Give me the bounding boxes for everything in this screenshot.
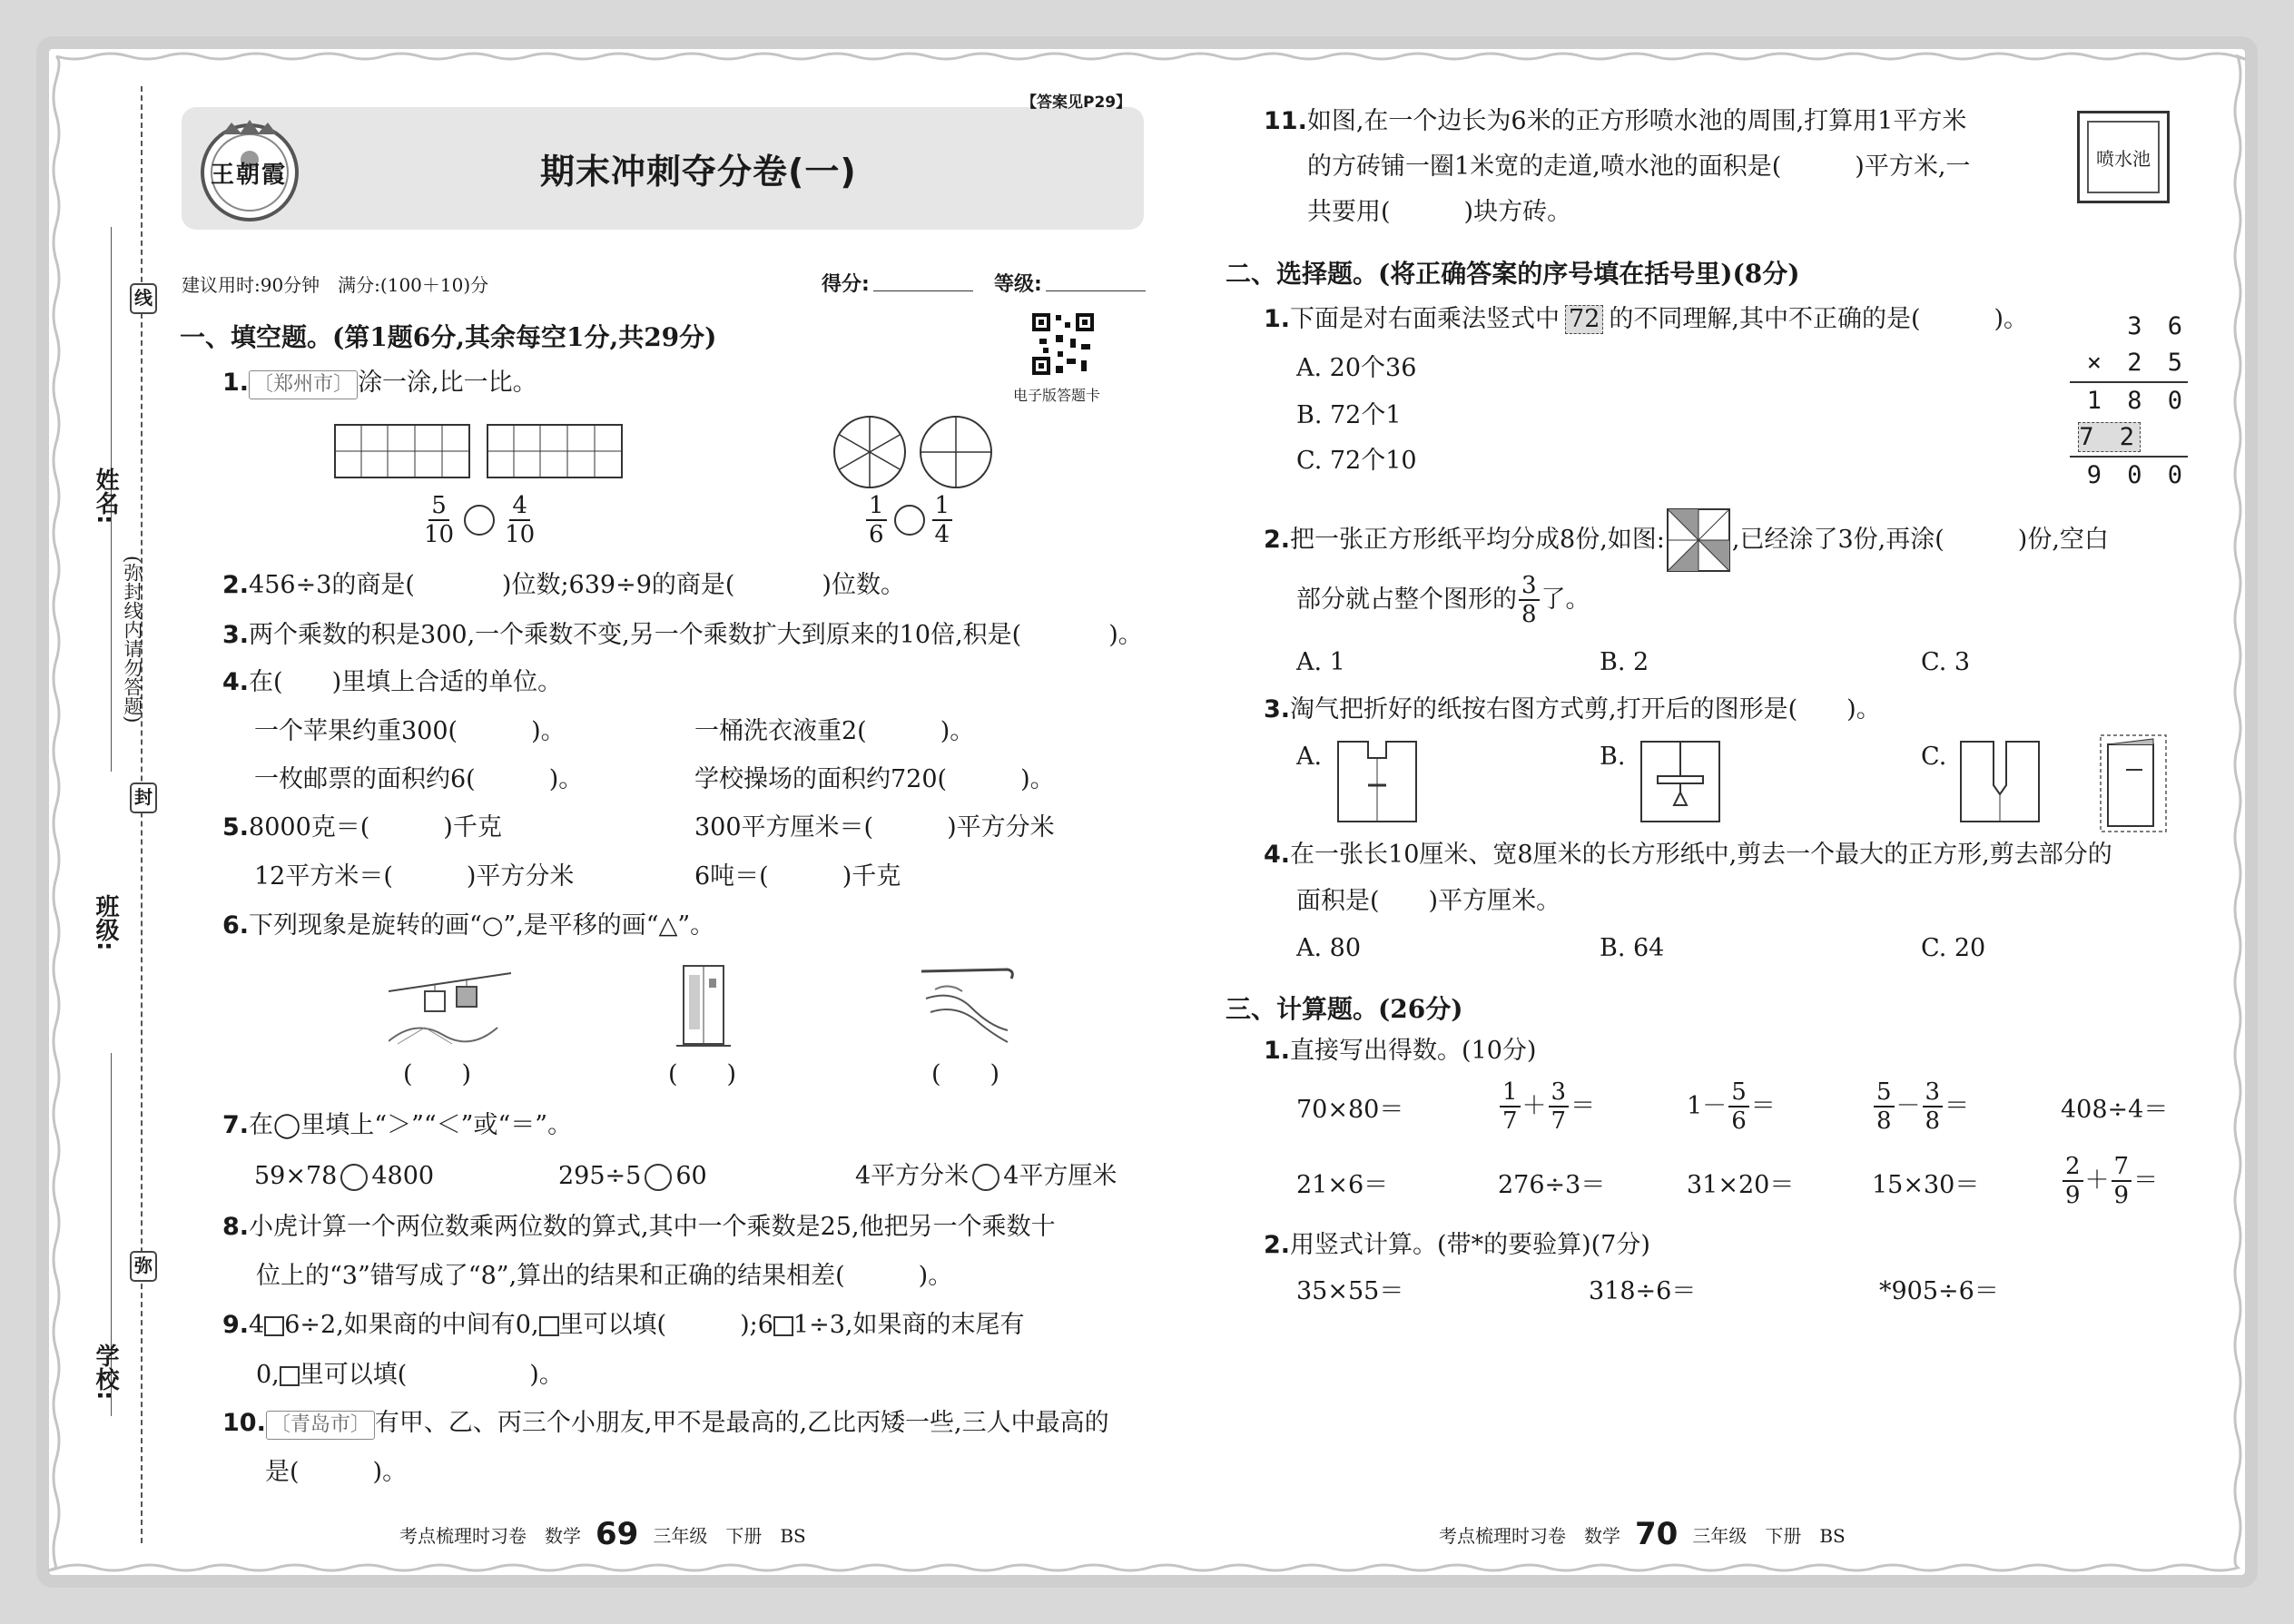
s2-q2-text: 把一张正方形纸平均分成8份,如图: [1290, 526, 1665, 554]
fraction-1-6: $\frac{1}{6}$ [866, 492, 887, 548]
q3-number: 3. [222, 621, 250, 649]
elevator-door-illustration [676, 962, 731, 1052]
q7-a-right: 4800 [371, 1162, 435, 1190]
q9-text: 1÷3,如果商的末尾有 [793, 1311, 1025, 1339]
q7-b-left: 295÷5 [558, 1162, 642, 1190]
fraction-3-8: $\frac{3}{8}$ [1519, 572, 1540, 628]
q11-line-1 [1264, 105, 1966, 138]
compare-circle[interactable] [464, 505, 495, 536]
binding-mark-mi: 弥 [130, 1251, 157, 1282]
vm-row: × 2 5 [2070, 345, 2188, 383]
q11-text: 如图,在一个边长为6米的正方形喷水池的周围,打算用1平方米 [1306, 107, 1967, 135]
fraction: $\frac{7}{9}$ [2112, 1153, 2132, 1209]
q3-text: )。 [1108, 621, 1143, 649]
s2-q1-option-b[interactable]: B. 72个1 [1296, 401, 1402, 429]
q5-item-b[interactable]: 300平方厘米＝( )平方分米 [694, 813, 1055, 842]
s2-q2-option-b[interactable]: B. 2 [1600, 648, 1649, 676]
fraction: $\frac{3}{7}$ [1549, 1078, 1570, 1135]
q1-text: 涂一涂,比一比。 [358, 369, 537, 397]
compare-circle[interactable] [972, 1164, 999, 1191]
q2-text: )位数。 [822, 571, 905, 599]
s2-q4-line-1 [1264, 839, 2112, 871]
s3-q1-text: 直接写出得数。(10分) [1290, 1037, 1537, 1065]
s2-q1-line [1264, 303, 2028, 336]
s2-q4-number: 4. [1264, 841, 1291, 869]
equals-sign: ＝ [1750, 1092, 1776, 1120]
calc-70x80[interactable]: 70×80＝ [1296, 1096, 1404, 1124]
q7-c-left: 4平方分米 [855, 1162, 970, 1190]
fraction: $\frac{5}{6}$ [1728, 1078, 1749, 1135]
q8-number: 8. [222, 1213, 250, 1241]
q7-number: 7. [222, 1111, 250, 1139]
score-label: 得分: [822, 273, 870, 296]
compare-circle[interactable] [340, 1164, 368, 1191]
time-info: 建议用时:90分钟 满分:(100＋10)分 [182, 274, 489, 296]
q9-text: 6÷2,如果商的中间有0, [284, 1311, 539, 1339]
fraction: $\frac{2}{9}$ [2063, 1153, 2083, 1209]
calc-15x30[interactable]: 15×30＝ [1872, 1171, 1980, 1199]
q8-line-1 [222, 1211, 1056, 1244]
q7-item-b [558, 1160, 707, 1193]
q9-line-1 [222, 1309, 1024, 1342]
page-title: 期末冲刺夺分卷(一) [540, 152, 857, 192]
s2-q3-option-c-label[interactable]: C. [1921, 743, 1947, 771]
q6-answer-1[interactable]: ( ) [403, 1060, 472, 1088]
s2-q4-text: 在一张长10厘米、宽8厘米的长方形纸中,剪去一个最大的正方形,剪去部分的 [1290, 841, 2112, 869]
q5-line-1 [222, 812, 502, 844]
vm-row: 9 0 0 [2086, 461, 2188, 489]
q4-item-a[interactable]: 一个苹果约重300( )。 [254, 717, 566, 745]
s2-q3-option-b-label[interactable]: B. [1600, 743, 1626, 771]
footer-series: 考点梳理时习卷 数学 [399, 1524, 581, 1547]
q9-text: 0, [256, 1361, 280, 1389]
logo-text: 王朝霞 [211, 162, 288, 189]
s2-q2-line [1264, 508, 2109, 572]
q8-text: 小虎计算一个两位数乘两位数的算式,其中一个乘数是25,他把另一个乘数十 [249, 1213, 1056, 1241]
cutout-shape-c[interactable] [1959, 740, 2041, 827]
s2-q2-line-2 [1296, 572, 1590, 628]
footer-right [1439, 1516, 1846, 1552]
calc-318div6[interactable]: 318÷6＝ [1589, 1277, 1697, 1305]
q7-item-c [855, 1160, 1117, 1193]
q1-line [222, 367, 537, 399]
q7-item-a [254, 1160, 434, 1193]
answer-reference: 【答案见P29】 [1021, 94, 1132, 112]
calc-35x55[interactable]: 35×55＝ [1296, 1277, 1404, 1305]
cutout-shape-a[interactable] [1336, 740, 1418, 827]
calc-31x20[interactable]: 31×20＝ [1687, 1171, 1795, 1199]
q10-text: 有甲、乙、丙三个小朋友,甲不是最高的,乙比丙矮一些,三人中最高的 [374, 1409, 1109, 1437]
grade-label: 等级: [994, 273, 1042, 296]
pool-label: 喷水池 [2087, 121, 2160, 193]
q6-answer-3[interactable]: ( ) [931, 1060, 1000, 1088]
calc-one-minus-fraction[interactable] [1687, 1078, 1776, 1135]
q2-line [222, 569, 905, 602]
calc-276div3[interactable]: 276÷3＝ [1498, 1171, 1606, 1199]
boxed-72: 72 [1565, 305, 1603, 334]
fraction: $\frac{5}{8}$ [1874, 1078, 1895, 1135]
s2-q4-option-c[interactable]: C. 20 [1921, 934, 1986, 962]
s2-q4-line-2[interactable]: 面积是( )平方厘米。 [1296, 887, 1561, 915]
s3-q2-number: 2. [1264, 1231, 1291, 1259]
q6-line [222, 910, 714, 942]
fountain-diagram [2077, 111, 2170, 203]
vertical-multiplication [2070, 309, 2188, 494]
q1-number: 1. [222, 369, 250, 397]
compare-circle[interactable] [894, 505, 925, 536]
q6-answer-2[interactable]: ( ) [668, 1060, 737, 1088]
qr-caption: 电子版答题卡 [1013, 387, 1101, 404]
q9-line-2 [256, 1359, 564, 1392]
compare-circle[interactable] [645, 1164, 672, 1191]
q4-item-d[interactable]: 学校操场的面积约720( )。 [694, 765, 1055, 793]
grade-field[interactable] [1046, 290, 1146, 291]
s3-q1-number: 1. [1264, 1037, 1291, 1065]
s2-q3-option-a-label[interactable]: A. [1296, 743, 1323, 771]
equals-sign: ＝ [1944, 1092, 1970, 1120]
s2-q2-text: 了。 [1541, 586, 1590, 614]
page-number: 70 [1635, 1516, 1679, 1552]
vm-row: 3 6 [2127, 312, 2188, 340]
binding-mark-feng: 封 [130, 782, 157, 813]
q8-line-2[interactable]: 位上的“3”错写成了“8”,算出的结果和正确的结果相差( )。 [256, 1262, 953, 1290]
section2-title: 二、选择题。(将正确答案的序号填在括号里)(8分) [1226, 259, 1800, 289]
digit-box[interactable] [773, 1316, 793, 1336]
binding-notice: (弥封线内请勿答题) [122, 556, 143, 723]
plus-sign: ＋ [1521, 1092, 1547, 1120]
calc-fraction-add-7[interactable] [1498, 1078, 1595, 1135]
section3-title: 三、计算题。(26分) [1226, 994, 1463, 1024]
name-label: 姓名: [92, 468, 119, 525]
footer-grade: 三年级 下册 BS [1692, 1524, 1846, 1547]
calc-408div4[interactable]: 408÷4＝ [2061, 1096, 2169, 1124]
circle-four-parts[interactable] [919, 415, 993, 493]
q7-text: 在◯里填上“＞”“＜”或“＝”。 [249, 1111, 573, 1139]
s2-q2-text: 部分就占整个图形的 [1296, 586, 1517, 614]
q4-line [222, 666, 562, 699]
q4-number: 4. [222, 668, 250, 696]
q7-line [222, 1109, 572, 1142]
s2-q1-option-c[interactable]: C. 72个10 [1296, 447, 1417, 475]
equals-sign: ＝ [2133, 1166, 2159, 1195]
q4-item-c[interactable]: 一枚邮票的面积约6( )。 [254, 765, 584, 793]
fraction: $\frac{3}{8}$ [1923, 1078, 1944, 1135]
q10-line-2[interactable]: 是( )。 [265, 1458, 408, 1486]
q7-a-left: 59×78 [254, 1162, 338, 1190]
s2-q2-number: 2. [1264, 526, 1291, 554]
equals-sign: ＝ [1570, 1092, 1596, 1120]
folded-paper-diagram [2099, 733, 2168, 837]
s2-q2-option-a[interactable]: A. 1 [1296, 648, 1345, 676]
s3-q2-text: 用竖式计算。(带*的要验算)(7分) [1290, 1231, 1650, 1259]
s2-q2-option-c[interactable]: C. 3 [1921, 648, 1971, 676]
s2-q3-line [1264, 694, 1881, 726]
fraction-4-10: $\frac{4}{10}$ [505, 492, 536, 548]
q5-item-d[interactable]: 6吨＝( )千克 [694, 862, 901, 891]
footer-grade: 三年级 下册 BS [653, 1524, 806, 1547]
qr-code-icon[interactable] [1030, 311, 1096, 377]
q1-compare-left [419, 492, 539, 548]
octant-square-diagram [1667, 508, 1730, 572]
cable-car-illustration [389, 964, 511, 1049]
plus-sign: ＋ [2084, 1166, 2110, 1195]
s2-q1-text[interactable]: 的不同理解,其中不正确的是( )。 [1609, 305, 2029, 333]
vm-row: 1 8 0 [2086, 387, 2188, 415]
q10-number: 10. [222, 1409, 266, 1437]
class-label: 班级: [92, 894, 119, 951]
q6-number: 6. [222, 911, 250, 940]
s2-q3-number: 3. [1264, 695, 1291, 723]
footer-series: 考点梳理时习卷 数学 [1439, 1524, 1620, 1547]
q9-number: 9. [222, 1311, 250, 1339]
calc-fraction-sub-8[interactable] [1872, 1078, 1969, 1135]
calc-905div6[interactable]: *905÷6＝ [1879, 1277, 1999, 1305]
s3-q2-line [1264, 1229, 1650, 1262]
q11-line-2[interactable]: 的方砖铺一圈1米宽的走道,喷水池的面积是( )平方米,一 [1307, 153, 1971, 181]
q2-text: )位数;639÷9的商是( [501, 571, 735, 599]
s2-q1-option-a[interactable]: A. 20个36 [1296, 354, 1417, 382]
q9-text[interactable]: 里可以填( );6 [558, 1311, 773, 1339]
grid-rect-a[interactable] [334, 424, 470, 482]
footer-left [399, 1516, 806, 1552]
calc-text: 1－ [1687, 1092, 1728, 1120]
q3-text: 两个乘数的积是300,一个乘数不变,另一个乘数扩大到原来的10倍,积是( [249, 621, 1022, 649]
fraction-1-4: $\frac{1}{4}$ [932, 492, 953, 548]
faucet-hand-illustration [917, 962, 1017, 1052]
q4-item-b[interactable]: 一桶洗衣液重2( )。 [694, 717, 975, 745]
q10-region-tag: 〔青岛市〕 [266, 1411, 375, 1440]
q11-number: 11. [1264, 107, 1307, 135]
q7-b-right: 60 [675, 1162, 707, 1190]
calc-fraction-add-9[interactable] [2061, 1153, 2158, 1209]
q9-text[interactable]: 里可以填( )。 [299, 1361, 564, 1389]
q11-line-3[interactable]: 共要用( )块方砖。 [1307, 198, 1572, 226]
section1-title: 一、填空题。(第1题6分,其余每空1分,共29分) [180, 322, 717, 352]
s2-q3-text[interactable]: 淘气把折好的纸按右图方式剪,打开后的图形是( )。 [1290, 695, 1881, 723]
digit-box[interactable] [264, 1316, 284, 1336]
q2-text: 456÷3的商是( [249, 571, 415, 599]
q10-line-1 [222, 1407, 1109, 1440]
q4-text: 在( )里填上合适的单位。 [249, 668, 563, 696]
calc-21x6[interactable]: 21×6＝ [1296, 1171, 1389, 1199]
q1-compare-right [864, 492, 954, 548]
q3-line [222, 619, 1143, 652]
q2-number: 2. [222, 571, 250, 599]
q7-c-right: 4平方厘米 [1003, 1162, 1117, 1190]
cutout-shape-b[interactable] [1639, 740, 1721, 827]
s2-q4-option-a[interactable]: A. 80 [1296, 934, 1362, 962]
q6-text: 下列现象是旋转的画“○”,是平移的画“△”。 [249, 911, 715, 940]
fraction: $\frac{1}{7}$ [1500, 1078, 1521, 1135]
vm-row-boxed: 7 2 [2079, 423, 2140, 451]
circle-six-parts[interactable] [832, 415, 907, 493]
s2-q1-number: 1. [1264, 305, 1291, 333]
fraction-5-10: $\frac{5}{10}$ [424, 492, 455, 548]
binding-mark-xian: 线 [130, 283, 157, 314]
s2-q1-text: 下面是对右面乘法竖式中 [1290, 305, 1561, 333]
q9-text: 4 [249, 1311, 265, 1339]
page-number: 69 [596, 1516, 639, 1552]
s2-q2-text[interactable]: ,已经涂了3份,再涂( )份,空白 [1731, 526, 2109, 554]
grid-rect-b[interactable] [487, 424, 623, 482]
q5-item-a[interactable]: 8000克＝( )千克 [249, 813, 502, 842]
digit-box[interactable] [280, 1366, 300, 1386]
q5-item-c[interactable]: 12平方米＝( )平方分米 [254, 862, 575, 891]
score-field[interactable] [873, 290, 973, 291]
school-label: 学校: [92, 1343, 119, 1401]
s3-q1-line [1264, 1035, 1536, 1068]
q5-number: 5. [222, 813, 250, 842]
digit-box[interactable] [539, 1316, 559, 1336]
minus-sign: － [1895, 1092, 1921, 1120]
q1-region-tag: 〔郑州市〕 [249, 370, 358, 399]
s2-q4-option-b[interactable]: B. 64 [1600, 934, 1665, 962]
